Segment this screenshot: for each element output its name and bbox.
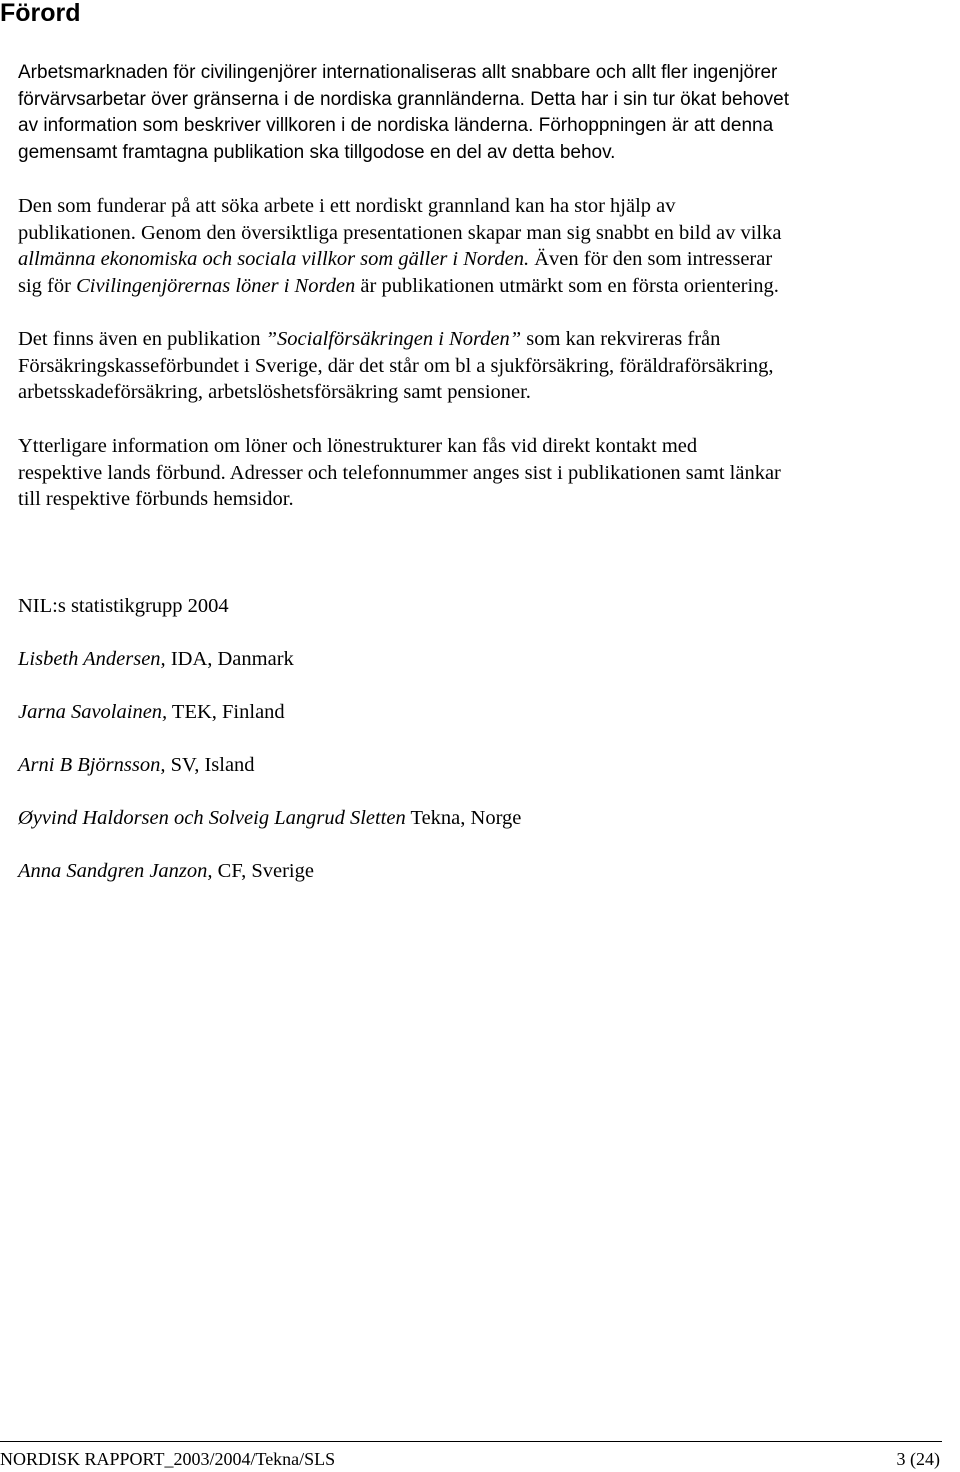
member-org: CF, Sverige (212, 860, 314, 882)
italic-text: allmänna ekonomiska och sociala villkor som gäller i Norden. (18, 248, 530, 270)
text-segment: Även för den som intresserar (529, 248, 773, 270)
signature-member (18, 699, 285, 725)
member-name: Arni B Björnsson, (18, 754, 166, 776)
member-name: Anna Sandgren Janzon, (18, 860, 213, 882)
member-org: IDA, Danmark (165, 648, 294, 670)
footer-report-id: NORDISK RAPPORT_2003/2004/Tekna/SLS (0, 1449, 336, 1469)
text-line (18, 273, 938, 300)
publication-paragraph (18, 193, 938, 299)
member-name: Jarna Savolainen, (18, 701, 168, 723)
signature-heading: NIL:s statistikgrupp 2004 (18, 595, 229, 617)
page-title: Förord (0, 0, 81, 27)
signature-member (18, 858, 314, 884)
text-line: Arbetsmarknaden för civilingenjörer internationaliseras allt snabbare och allt fler ingenjörer (18, 62, 778, 83)
text-line: av information som beskriver villkoren i de nordiska länderna. Förhoppningen är att denna (18, 115, 774, 136)
italic-text: ”Socialförsäkringen i Norden” (265, 328, 522, 350)
member-org: SV, Island (165, 754, 255, 776)
contact-paragraph (18, 433, 938, 513)
text-segment: Det finns även en publikation (18, 328, 266, 350)
member-org: TEK, Finland (167, 701, 285, 723)
text-line: publikationen. Genom den översiktliga presentationen skapar man sig snabbt en bild av vilka (18, 221, 782, 244)
text-line: arbetsskadeförsäkring, arbetslöshetsförsäkring samt pensioner. (18, 381, 531, 403)
member-name: Lisbeth Andersen, (18, 648, 166, 670)
member-org: Tekna, Norge (405, 807, 522, 829)
signature-member (18, 646, 294, 672)
text-line: förvärvsarbetar över gränserna i de nordiska grannländerna. Detta har i sin tur ökat behovet (18, 88, 789, 110)
text-line: Den som funderar på att söka arbete i ett nordiskt grannland kan ha stor hjälp av (18, 195, 676, 217)
text-segment: som kan rekvireras från (521, 328, 721, 350)
text-line: Ytterligare information om löner och lönestrukturer kan fås vid direkt kontakt med (18, 435, 698, 457)
signature-member (18, 805, 521, 831)
text-line: gemensamt framtagna publikation ska tillgodose en del av detta behov. (18, 141, 616, 163)
text-segment: sig för (18, 274, 77, 297)
social-insurance-paragraph (18, 326, 938, 406)
text-line: Försäkringskasseförbundet i Sverige, där det står om bl a sjukförsäkring, föräldraförsäkring, (18, 354, 774, 377)
text-line: till respektive förbunds hemsidor. (18, 488, 294, 510)
italic-text: Civilingenjörernas löner i Norden (76, 274, 356, 297)
member-name: Øyvind Haldorsen och Solveig Langrud Sletten (18, 807, 406, 829)
text-line: respektive lands förbund. Adresser och telefonnummer anges sist i publikationen samt länkar (18, 461, 781, 484)
text-line (18, 246, 938, 273)
footer-divider (0, 1441, 942, 1442)
text-line (18, 326, 938, 353)
footer-page-number: 3 (24) (896, 1449, 940, 1469)
intro-paragraph (18, 60, 938, 166)
text-segment: är publikationen utmärkt som en första orientering. (355, 274, 779, 297)
signature-member (18, 752, 255, 778)
